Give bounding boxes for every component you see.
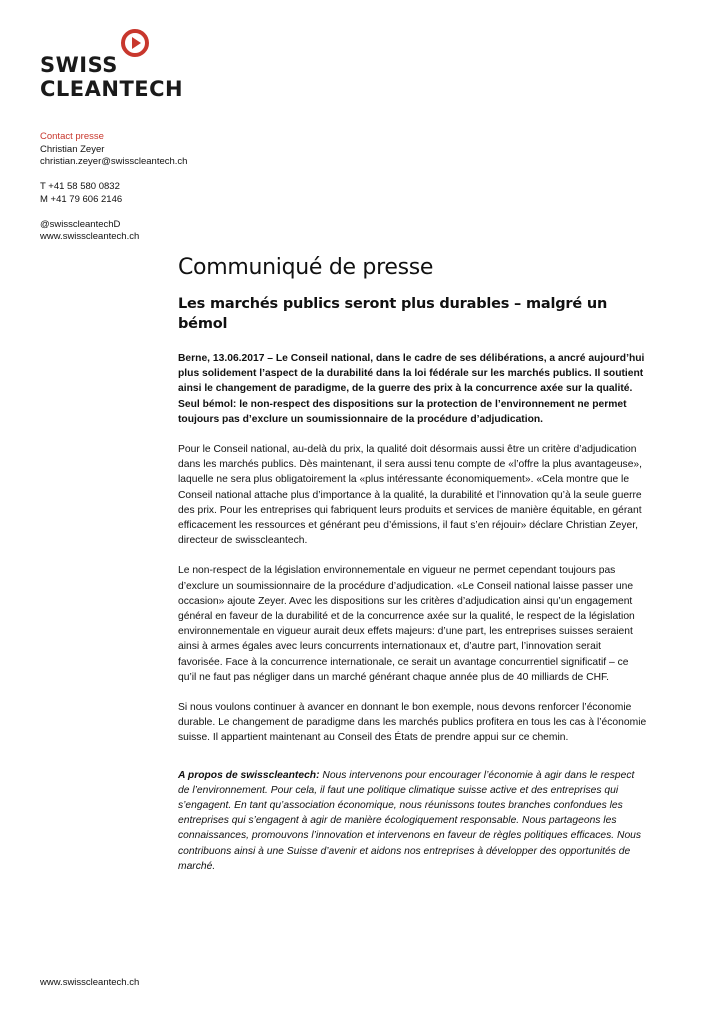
logo-text-cleantech: CLEANTECH — [40, 77, 184, 101]
contact-phone: T +41 58 580 0832 — [40, 181, 120, 193]
contact-email[interactable]: christian.zeyer@swisscleantech.ch — [40, 156, 188, 168]
press-release-body — [178, 351, 648, 889]
play-icon — [120, 28, 150, 58]
press-contact-block — [40, 131, 187, 244]
about-label: A propos de swisscleantech: — [178, 769, 320, 781]
document-subtitle: Les marchés publics seront plus durables – malgré un bémol — [178, 296, 608, 332]
contact-website[interactable]: www.swisscleantech.ch — [40, 231, 140, 243]
lead-paragraph: Berne, 13.06.2017 – Le Conseil national, dans le cadre de ses délibérations, a ancré aujourd’hui plus solidement l’aspect de la durabilité dans la loi fédérale sur les marchés publics. Il soutient ainsi le changement de paradigme, de la guerre des prix à la concurrence axée sur la qualité. Seul bémol: le non-respect des dispositions sur la protection de l’environnement ne permet toujours pas d’exclure un soumissionnaire de la procédure d’adjudication. — [178, 353, 645, 425]
about-paragraph — [178, 768, 648, 874]
contact-name: Christian Zeyer — [40, 143, 105, 155]
swisscleantech-logo — [40, 28, 190, 103]
contact-mobile: M +41 79 606 2146 — [40, 193, 123, 205]
body-paragraph-3: Si nous voulons continuer à avancer en donnant le bon exemple, nous devons renforcer l’économie durable. Le changement de paradigme dans les marchés publics profitera en tous les cas à l’économie suisse. Il appartient maintenant au Conseil des États de prendre appui sur ce chemin. — [178, 702, 647, 744]
about-text: Nous intervenons pour encourager l’économie à agir dans le respect de l’environnement. Pour cela, il faut une politique climatique suisse active et des entreprises qui s’engagent. En tant qu’association économique, nous réunissons toutes branches confondues les entreprises qui s’engagent à agir de manière écologiquement responsable. Nous partageons les connaissances, promouvons l’innovation et intervenons en faveur de règles politiques efficaces. Nous contribuons ainsi à une Suisse d’avenir et aidons nos entreprises à développer des opportunités de marché. — [178, 769, 642, 872]
document-title: Communiqué de presse — [178, 255, 434, 280]
body-paragraph-2: Le non-respect de la législation environnementale en vigueur ne permet cependant toujours pas d’exclure un soumissionnaire de la procédure d’adjudication. «Le Conseil national laisse passer une occasion» ajoute Zeyer. Avec les dispositions sur les critères d’adjudication ainsi qu’un engagement général en faveur de la durabilité et de la concurrence axée sur la qualité, le respect de la législation environnementale en vigueur aurait deux effets majeurs: d’une part, les entreprises suisses seraient ainsi à armes égales avec leurs concurrents internationaux et, d’autre part, l’innovation serait favorisée. Face à la concurrence internationale, ce serait un avantage concurrentiel significatif – ce qu’il ne faut pas négliger dans un marché générant chaque année plus de 40 milliards de CHF. — [178, 565, 635, 683]
contact-heading: Contact presse — [40, 131, 104, 142]
footer-website[interactable]: www.swisscleantech.ch — [40, 977, 140, 988]
logo-text-swiss: SWISS — [40, 53, 118, 77]
contact-twitter[interactable]: @swisscleantechD — [40, 218, 121, 230]
body-paragraph-1: Pour le Conseil national, au-delà du prix, la qualité doit désormais aussi être un critère d’adjudication dans les marchés publics. Dès maintenant, il sera aussi tenu compte de «l’offre la plus avantageuse», laquelle ne sera plus obligatoirement la «plus intéressante économiquement». «Cela montre que le Conseil national attache plus d’importance à la qualité, la durabilité et l’innovation qu’à la seule guerre des prix. Pour les entreprises qui fabriquent leurs produits et services de manière équitable, en gérant efficacement les ressources et générant peu d’émissions, il faut s’en réjouir» déclare Christian Zeyer, directeur de swisscleantech. — [178, 444, 643, 547]
